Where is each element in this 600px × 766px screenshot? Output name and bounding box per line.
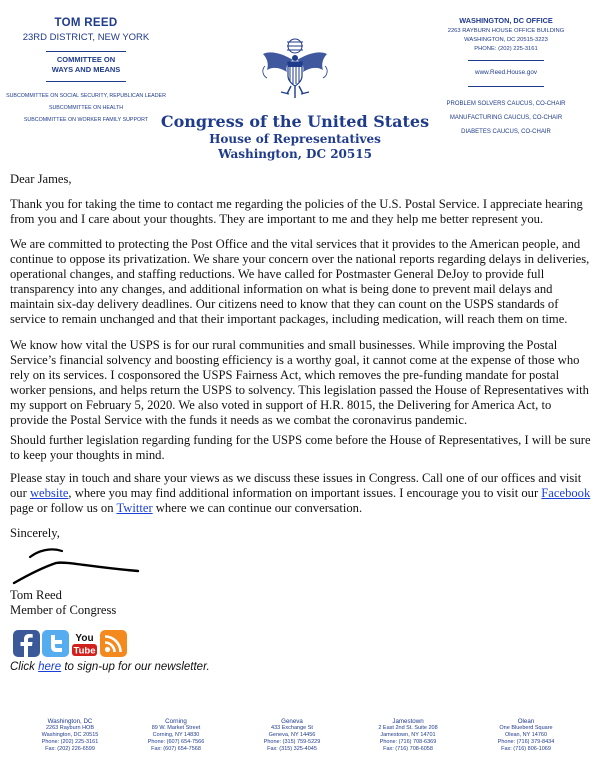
- newsletter-line: [10, 661, 210, 673]
- facebook-icon[interactable]: [13, 630, 40, 657]
- footer-office-city: Washington, DC: [47, 718, 93, 725]
- caucus: PROBLEM SOLVERS CAUCUS, CO-CHAIR: [446, 101, 566, 107]
- paragraph-3-text: We know how vital the USPS is for our rural communities and small businesses. While improving the Postal Service’s financial solvency and boosting efficiency is a worthy goal, it cannot come at the expense of those who rely on its services. I cosponsored the USPS Fairness Act, which removes the pre-funding mandate for postal worker pensions, and helps return the USPS to solvency. This legislation passed the House of Representatives with my support on February 5, 2020. We also voted in support of H.R. 8015, the Delivering for America Act, to provide the Postal Service with the funds it needs as we combat the coronavirus pandemic.: [10, 338, 589, 427]
- paragraph-3: [10, 338, 592, 428]
- paragraph-5: [10, 471, 592, 516]
- footer-office-olean: [480, 718, 572, 753]
- footer-office-line: Geneva, NY 14456: [268, 732, 316, 738]
- footer-office-city: Corning: [165, 718, 187, 725]
- office-title: WASHINGTON, DC OFFICE: [459, 16, 553, 25]
- footer-office-line: 433 Exchange St: [271, 725, 313, 731]
- newsletter-prefix: Click: [10, 661, 39, 673]
- letterhead-title: Congress of the United States: [160, 112, 430, 131]
- footer-office-line: 89 W. Market Street: [151, 725, 201, 731]
- youtube-text-bottom: Tube: [73, 645, 96, 657]
- footer-office-line: Jamestown, NY 14701: [380, 732, 436, 738]
- paragraph-4-text: Should further legislation regarding funding for the USPS come before the House of Representatives, I will be sure to keep your thoughts in mind.: [10, 433, 591, 462]
- footer-office-line: Corning, NY 14830: [152, 732, 200, 738]
- paragraph-2: [10, 237, 592, 327]
- footer-office-jamestown: [362, 718, 454, 753]
- newsletter-suffix: to sign-up for our newsletter.: [61, 661, 210, 673]
- twitter-link[interactable]: Twitter: [116, 501, 153, 515]
- letterhead-subtitle: House of Representatives: [209, 132, 381, 146]
- footer-office-line: Fax: (607) 654-7568: [151, 746, 201, 752]
- footer-office-line: One Blueberd Square: [499, 725, 553, 731]
- footer-office-line: Phone: (202) 225-3161: [41, 739, 99, 745]
- header-divider: [468, 86, 544, 87]
- paragraph-1-text: Thank you for taking the time to contact me regarding the policies of the U.S. Postal Service. I appreciate hearing from you and I care about your thoughts. They are important to me and they help me better represent you.: [10, 197, 583, 226]
- district: 23RD DISTRICT, NEW YORK: [22, 32, 150, 43]
- facebook-link[interactable]: Facebook: [541, 486, 591, 500]
- youtube-text-top: You: [75, 633, 94, 644]
- salutation: [10, 172, 592, 187]
- footer-office-line: Phone: (716) 379-8434: [497, 739, 555, 745]
- paragraph-5-part-4: where we can continue our conversation.: [152, 501, 363, 515]
- office-address-line: 2263 RAYBURN HOUSE OFFICE BUILDING: [447, 28, 565, 34]
- website-text: www.Reed.House.gov: [475, 69, 537, 76]
- footer-office-line: Phone: (716) 708-6369: [379, 739, 437, 745]
- office-phone: PHONE: (202) 225-3161: [474, 46, 538, 52]
- footer-office-city: Jamestown: [392, 718, 424, 725]
- footer-office-city: Geneva: [281, 718, 303, 725]
- signer-name: Tom Reed: [10, 588, 62, 602]
- letterhead-address: Washington, DC 20515: [218, 147, 372, 161]
- committee-name: [0, 55, 172, 75]
- paragraph-2-text: We are committed to protecting the Post Office and the vital services that it provides to the American people, and continue to oppose its privatization. We share your concern over the national reports regarding delays in deliveries, operational changes, and staffing reductions. We have called for Postmaster General DeJoy to provide full transparency into any changes, and additional information on what is being done to prevent mail delays and maintain six-day delivery deadlines. Our citizens need to know that they can count on the USPS standards of service to remain unchanged and that their important packages, including medication, will reach them on time.: [10, 237, 590, 326]
- footer-office-line: Phone: (607) 654-7566: [147, 739, 205, 745]
- footer-office-line: Fax: (716) 806-1069: [501, 746, 551, 752]
- caucus: DIABETES CAUCUS, CO-CHAIR: [461, 129, 551, 135]
- footer-office-washington: [24, 718, 116, 753]
- signer-title: Member of Congress: [10, 603, 117, 617]
- header-divider: [468, 60, 544, 61]
- representative-name: TOM REED: [54, 17, 118, 29]
- office-address-line: WASHINGTON, DC 20515-3223: [464, 37, 548, 43]
- header-divider: [46, 81, 126, 82]
- rss-icon[interactable]: [100, 630, 127, 657]
- footer-office-line: 2263 Rayburn HOB: [46, 725, 94, 731]
- subcommittee: SUBCOMMITTEE ON WORKER FAMILY SUPPORT: [23, 117, 149, 123]
- committee-line-2: WAYS AND MEANS: [51, 65, 121, 74]
- footer-office-line: Phone: (315) 759-5229: [263, 739, 321, 745]
- congressional-seal-icon: [257, 36, 333, 106]
- footer-office-line: 2 East 2nd St. Suite 208: [378, 725, 438, 731]
- paragraph-5-part-3: page or follow us on: [10, 501, 117, 515]
- header-divider: [46, 51, 126, 52]
- salutation-text: Dear James,: [10, 172, 72, 186]
- footer-office-geneva: [246, 718, 338, 753]
- footer-office-line: Washington, DC 20515: [41, 732, 99, 738]
- twitter-icon[interactable]: [42, 630, 69, 657]
- paragraph-5-part-1: Please stay in touch and share your views as we discuss these issues in Congress. Call one of our offices and visit our: [10, 471, 582, 500]
- subcommittee: SUBCOMMITTEE ON HEALTH: [48, 105, 124, 111]
- subcommittee: SUBCOMMITTEE ON SOCIAL SECURITY, REPUBLICAN LEADER: [6, 93, 166, 99]
- paragraph-1: [10, 197, 592, 227]
- signature-icon: [10, 543, 140, 587]
- paragraph-5-part-2: , where you may find additional information on important issues. I encourage you to visit our: [68, 486, 542, 500]
- paragraph-4: [10, 433, 592, 463]
- youtube-icon[interactable]: [71, 630, 98, 657]
- footer-office-line: Fax: (716) 708-6058: [383, 746, 433, 752]
- paragraph-5-text: [10, 471, 592, 516]
- footer-office-line: Fax: (315) 325-4045: [267, 746, 317, 752]
- footer-office-line: Olean, NY 14760: [504, 732, 548, 738]
- footer-office-corning: [130, 718, 222, 753]
- closing-text: Sincerely,: [10, 526, 60, 540]
- website-link[interactable]: website: [29, 486, 69, 500]
- committee-line-1: COMMITTEE ON: [56, 55, 116, 64]
- newsletter-signup-link[interactable]: here: [38, 661, 62, 673]
- closing: [10, 526, 592, 541]
- footer-office-line: Fax: (202) 226-6599: [45, 746, 95, 752]
- caucus: MANUFACTURING CAUCUS, CO-CHAIR: [449, 115, 563, 121]
- footer-office-city: Olean: [517, 718, 535, 725]
